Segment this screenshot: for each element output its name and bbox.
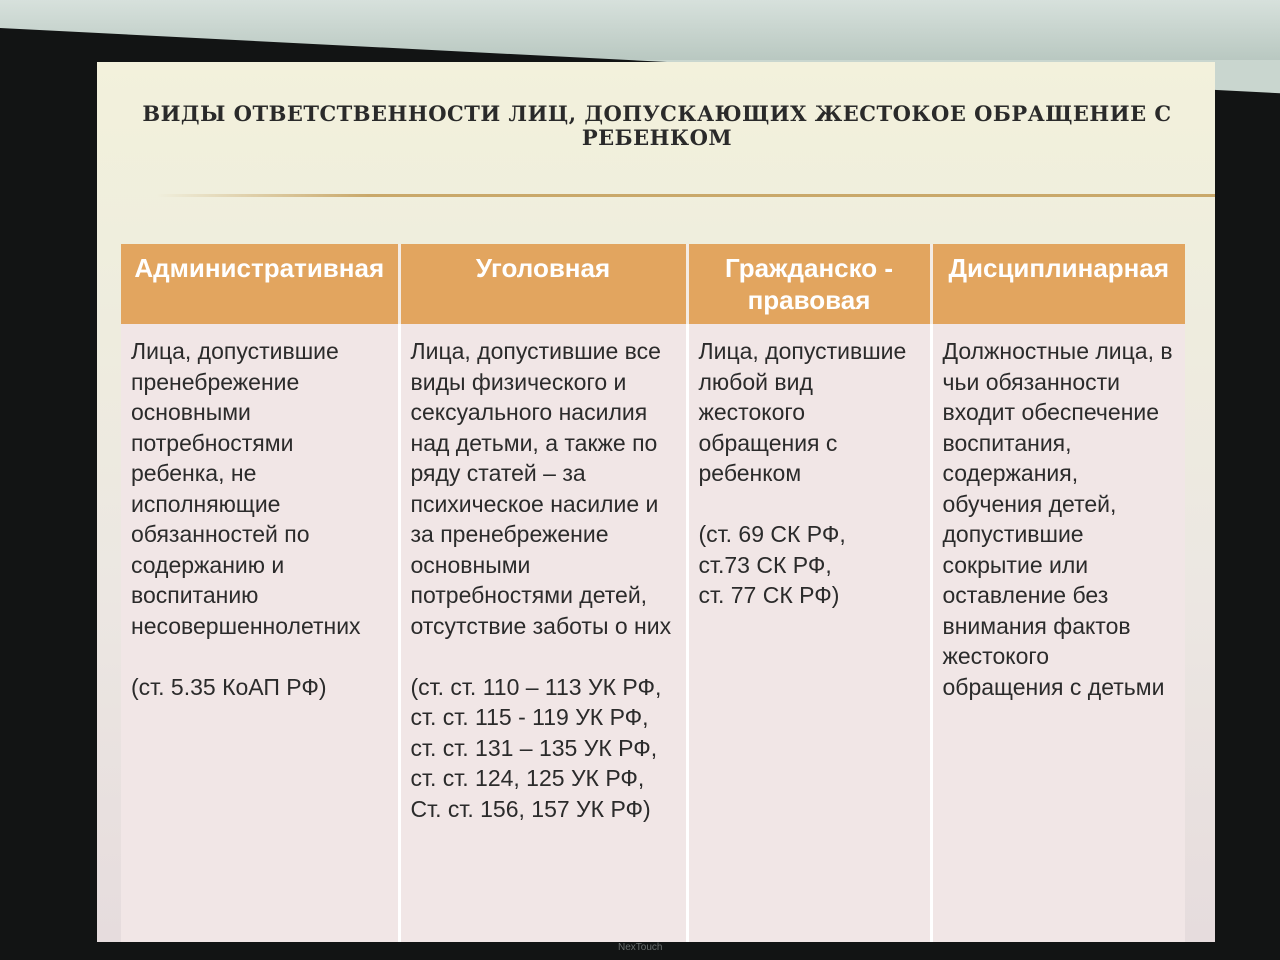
header-criminal: Уголовная	[399, 244, 687, 324]
table-row	[121, 324, 1185, 942]
cell-criminal: Лица, допустившие все виды физического и сексуального насилия над детьми, а также по ряду статей – за психическое насилие и за пренебрежение основными потребностями детей, отсутствие заботы о них (ст. ст. 110 – 113 УК РФ, ст. ст. 115 - 119 УК РФ, ст. ст. 131 – 135 УК РФ, ст. ст. 124, 125 УК РФ, Ст. ст. 156, 157 УК РФ)	[399, 324, 687, 942]
header-administrative: Административная	[121, 244, 399, 324]
header-disciplinary: Дисциплинарная	[931, 244, 1185, 324]
presentation-slide	[97, 62, 1215, 942]
cell-administrative: Лица, допустившие пренебрежение основными потребностями ребенка, не исполняющие обязанностей по содержанию и воспитанию несовершеннолетних (ст. 5.35 КоАП РФ)	[121, 324, 399, 942]
cell-civil: Лица, допустившие любой вид жестокого обращения с ребенком (ст. 69 СК РФ, ст.73 СК РФ, ст. 77 СК РФ)	[687, 324, 931, 942]
responsibility-table	[121, 244, 1185, 942]
monitor-brand-logo: NexTouch	[618, 942, 663, 953]
title-divider	[157, 194, 1215, 197]
slide-title: ВИДЫ ОТВЕТСТВЕННОСТИ ЛИЦ, ДОПУСКАЮЩИХ ЖЕСТОКОЕ ОБРАЩЕНИЕ С РЕБЕНКОМ	[142, 101, 1172, 150]
slide-title-block	[137, 102, 1177, 150]
header-civil: Гражданско - правовая	[687, 244, 931, 324]
cell-disciplinary: Должностные лица, в чьи обязанности входит обеспечение воспитания, содержания, обучения детей, допустившие сокрытие или оставление без внимания фактов жестокого обращения с детьми	[931, 324, 1185, 942]
table-header-row	[121, 244, 1185, 324]
